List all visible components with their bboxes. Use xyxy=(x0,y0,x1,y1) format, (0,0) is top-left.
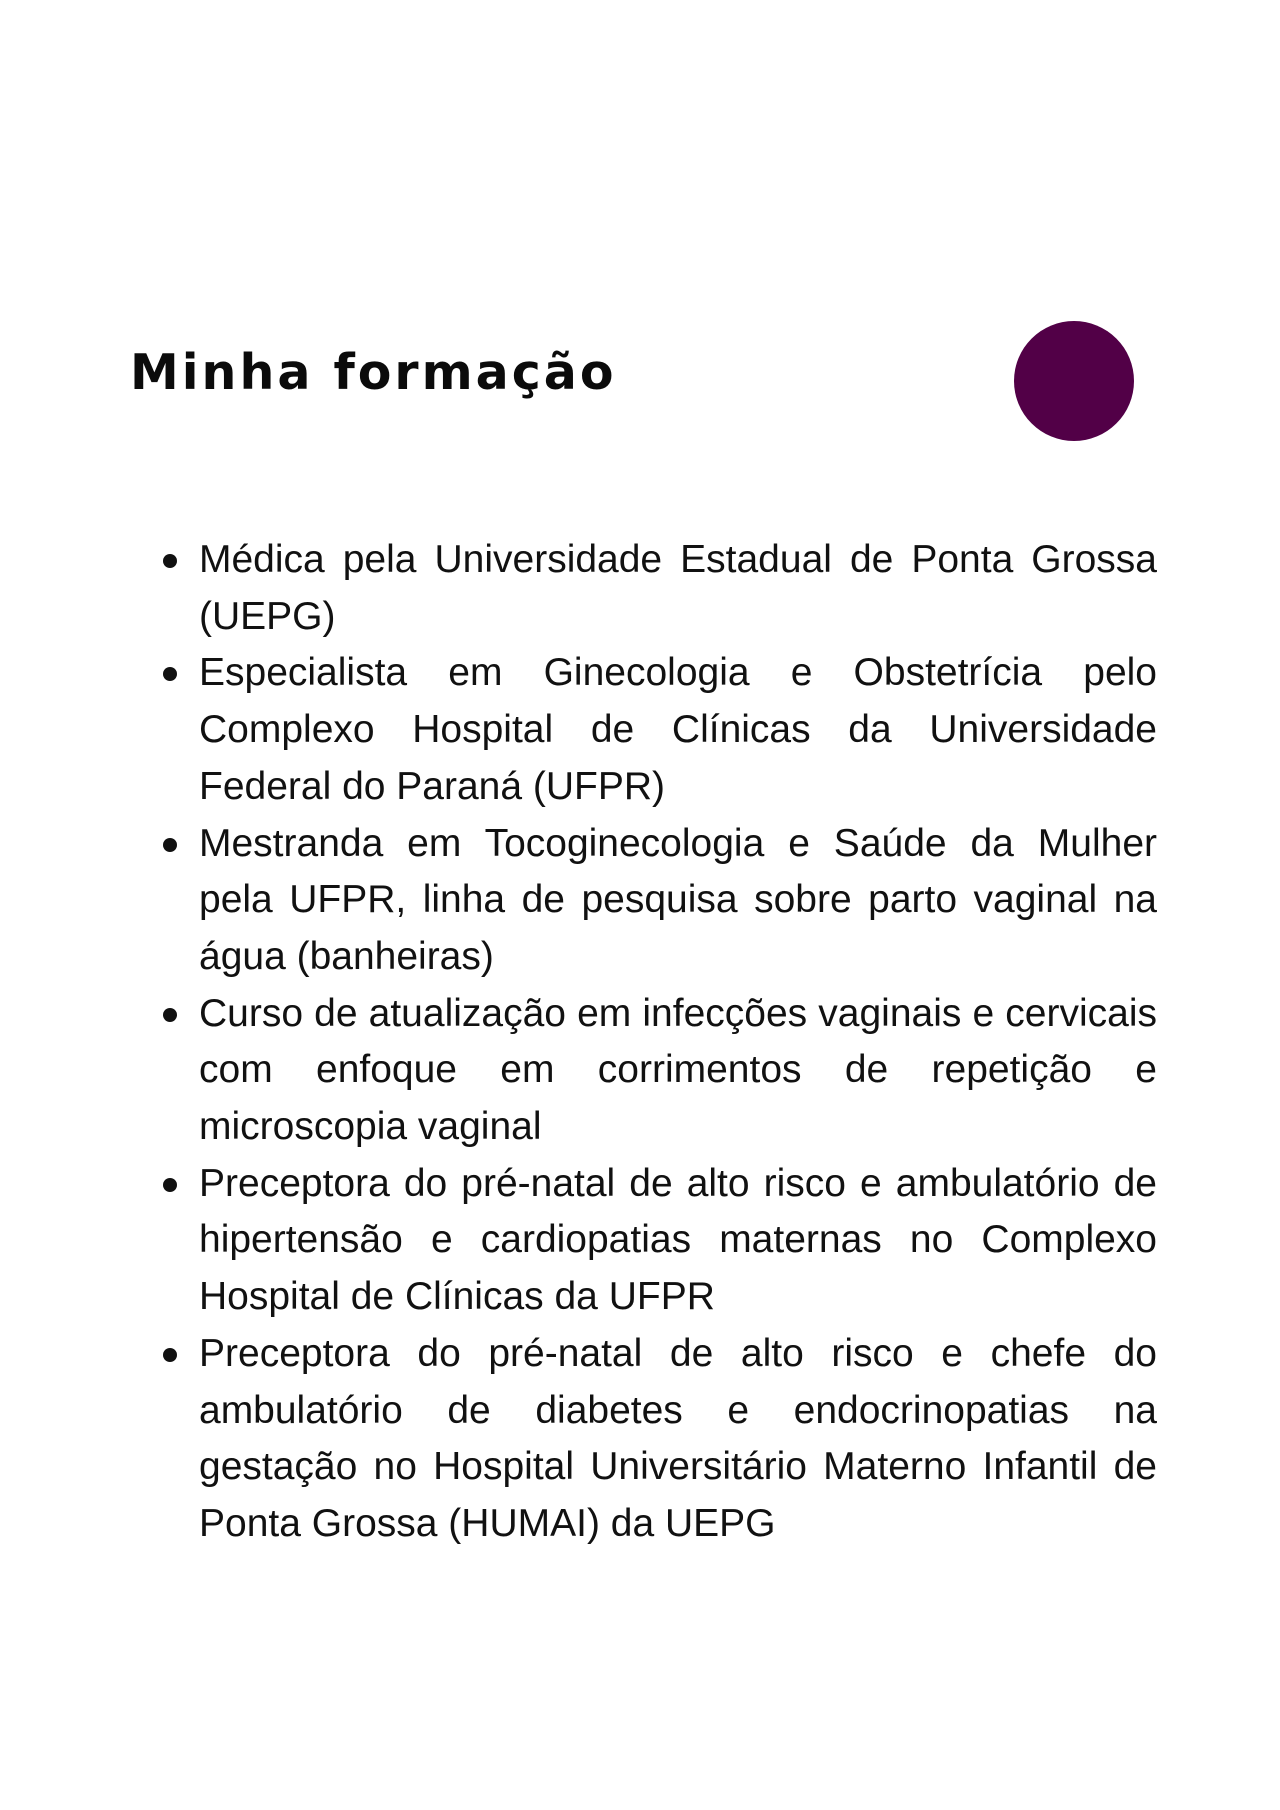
list-item xyxy=(199,645,1157,815)
bullet-icon xyxy=(163,1178,177,1192)
accent-circle xyxy=(1014,321,1134,441)
bullet-icon xyxy=(163,1348,177,1362)
bullet-icon xyxy=(163,1008,177,1022)
list-item-text: Curso de atualização em infecções vaginais e cervicais com enfoque em corrimentos de repetição e microscopia vaginal xyxy=(199,991,1157,1149)
list-item xyxy=(199,532,1157,645)
bullet-icon xyxy=(163,667,177,681)
list-item-text: Mestranda em Tocoginecologia e Saúde da Mulher pela UFPR, linha de pesquisa sobre parto vaginal na água (banheiras) xyxy=(199,821,1157,978)
education-list xyxy=(199,532,1157,1553)
list-item-text: Médica pela Universidade Estadual de Ponta Grossa (UEPG) xyxy=(199,538,1157,638)
bullet-icon xyxy=(163,838,177,852)
list-item xyxy=(199,986,1157,1156)
list-item xyxy=(199,816,1157,986)
list-item xyxy=(199,1326,1157,1553)
list-item-text: Especialista em Ginecologia e Obstetrícia pelo Complexo Hospital de Clínicas da Universidade Federal do Paraná (UFPR) xyxy=(199,651,1157,808)
list-item-text: Preceptora do pré-natal de alto risco e chefe do ambulatório de diabetes e endocrinopatias na gestação no Hospital Universitário Materno Infantil de Ponta Grossa (HUMAI) da UEPG xyxy=(199,1331,1157,1545)
list-item xyxy=(199,1156,1157,1326)
page-title: Minha formação xyxy=(130,344,617,401)
bullet-icon xyxy=(163,554,177,568)
list-item-text: Preceptora do pré-natal de alto risco e ambulatório de hipertensão e cardiopatias maternas no Complexo Hospital de Clínicas da UFPR xyxy=(199,1161,1157,1319)
